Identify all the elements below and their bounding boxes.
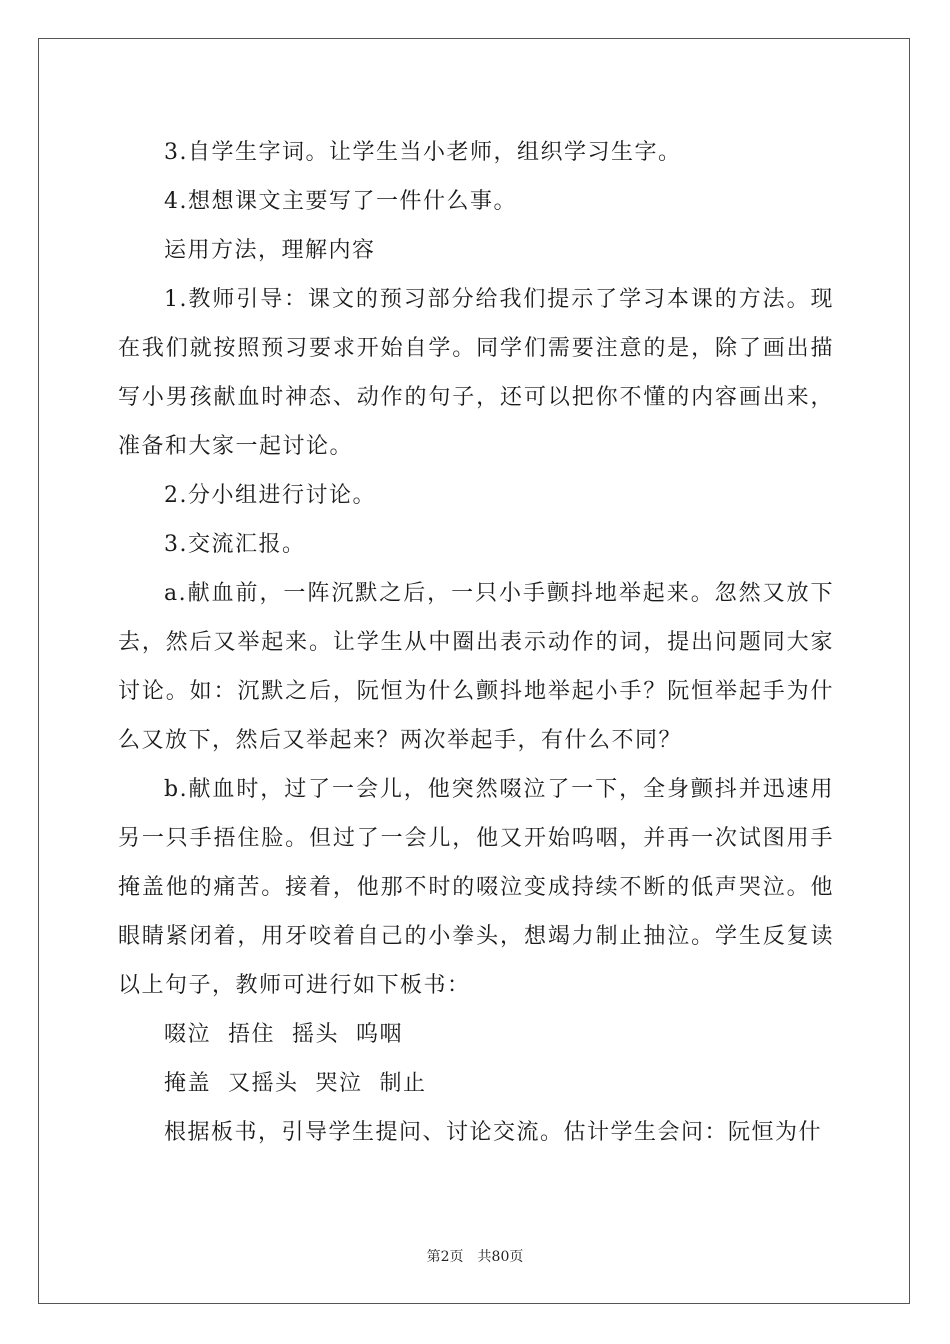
paragraph-5: 3.交流汇报。	[164, 532, 306, 557]
paragraph-7: b.献血时，过了一会儿，他突然啜泣了一下，全身颤抖并迅速用另一只手捂住脸。但过了一会儿，他又开始呜咽，并再一次试图用手掩盖他的痛苦。接着，他那不时的啜泣变成持续不断的低声哭泣。他眼睛紧闭着，用牙咬着自己的小拳头，想竭力制止抽泣。学生反复读以上句子，教师可进行如下板书：	[118, 777, 834, 998]
board-line-1: 啜泣 捂住 摇头 呜咽	[164, 1022, 403, 1047]
paragraph-6: a.献血前，一阵沉默之后，一只小手颤抖地举起来。忽然又放下去，然后又举起来。让学生从中圈出表示动作的词，提出问题同大家讨论。如：沉默之后，阮恒为什么颤抖地举起小手？阮恒举起手为什么又放下，然后又举起来？两次举起手，有什么不同？	[118, 581, 834, 753]
paragraph-2: 4.想想课文主要写了一件什么事。	[164, 189, 517, 214]
section-heading: 运用方法，理解内容	[164, 238, 376, 263]
board-line-2: 掩盖 又摇头 哭泣 制止	[164, 1071, 427, 1096]
paragraph-1: 3.自学生字词。让学生当小老师，组织学习生字。	[164, 140, 682, 165]
paragraph-3: 1.教师引导：课文的预习部分给我们提示了学习本课的方法。现在我们就按照预习要求开始自学。同学们需要注意的是，除了画出描写小男孩献血时神态、动作的句子，还可以把你不懂的内容画出来，准备和大家一起讨论。	[118, 287, 834, 459]
paragraph-8: 根据板书，引导学生提问、讨论交流。估计学生会问：阮恒为什	[164, 1120, 823, 1145]
page-footer: 第2页 共80页	[426, 1249, 524, 1265]
document-body	[118, 128, 834, 1157]
paragraph-4: 2.分小组进行讨论。	[164, 483, 376, 508]
